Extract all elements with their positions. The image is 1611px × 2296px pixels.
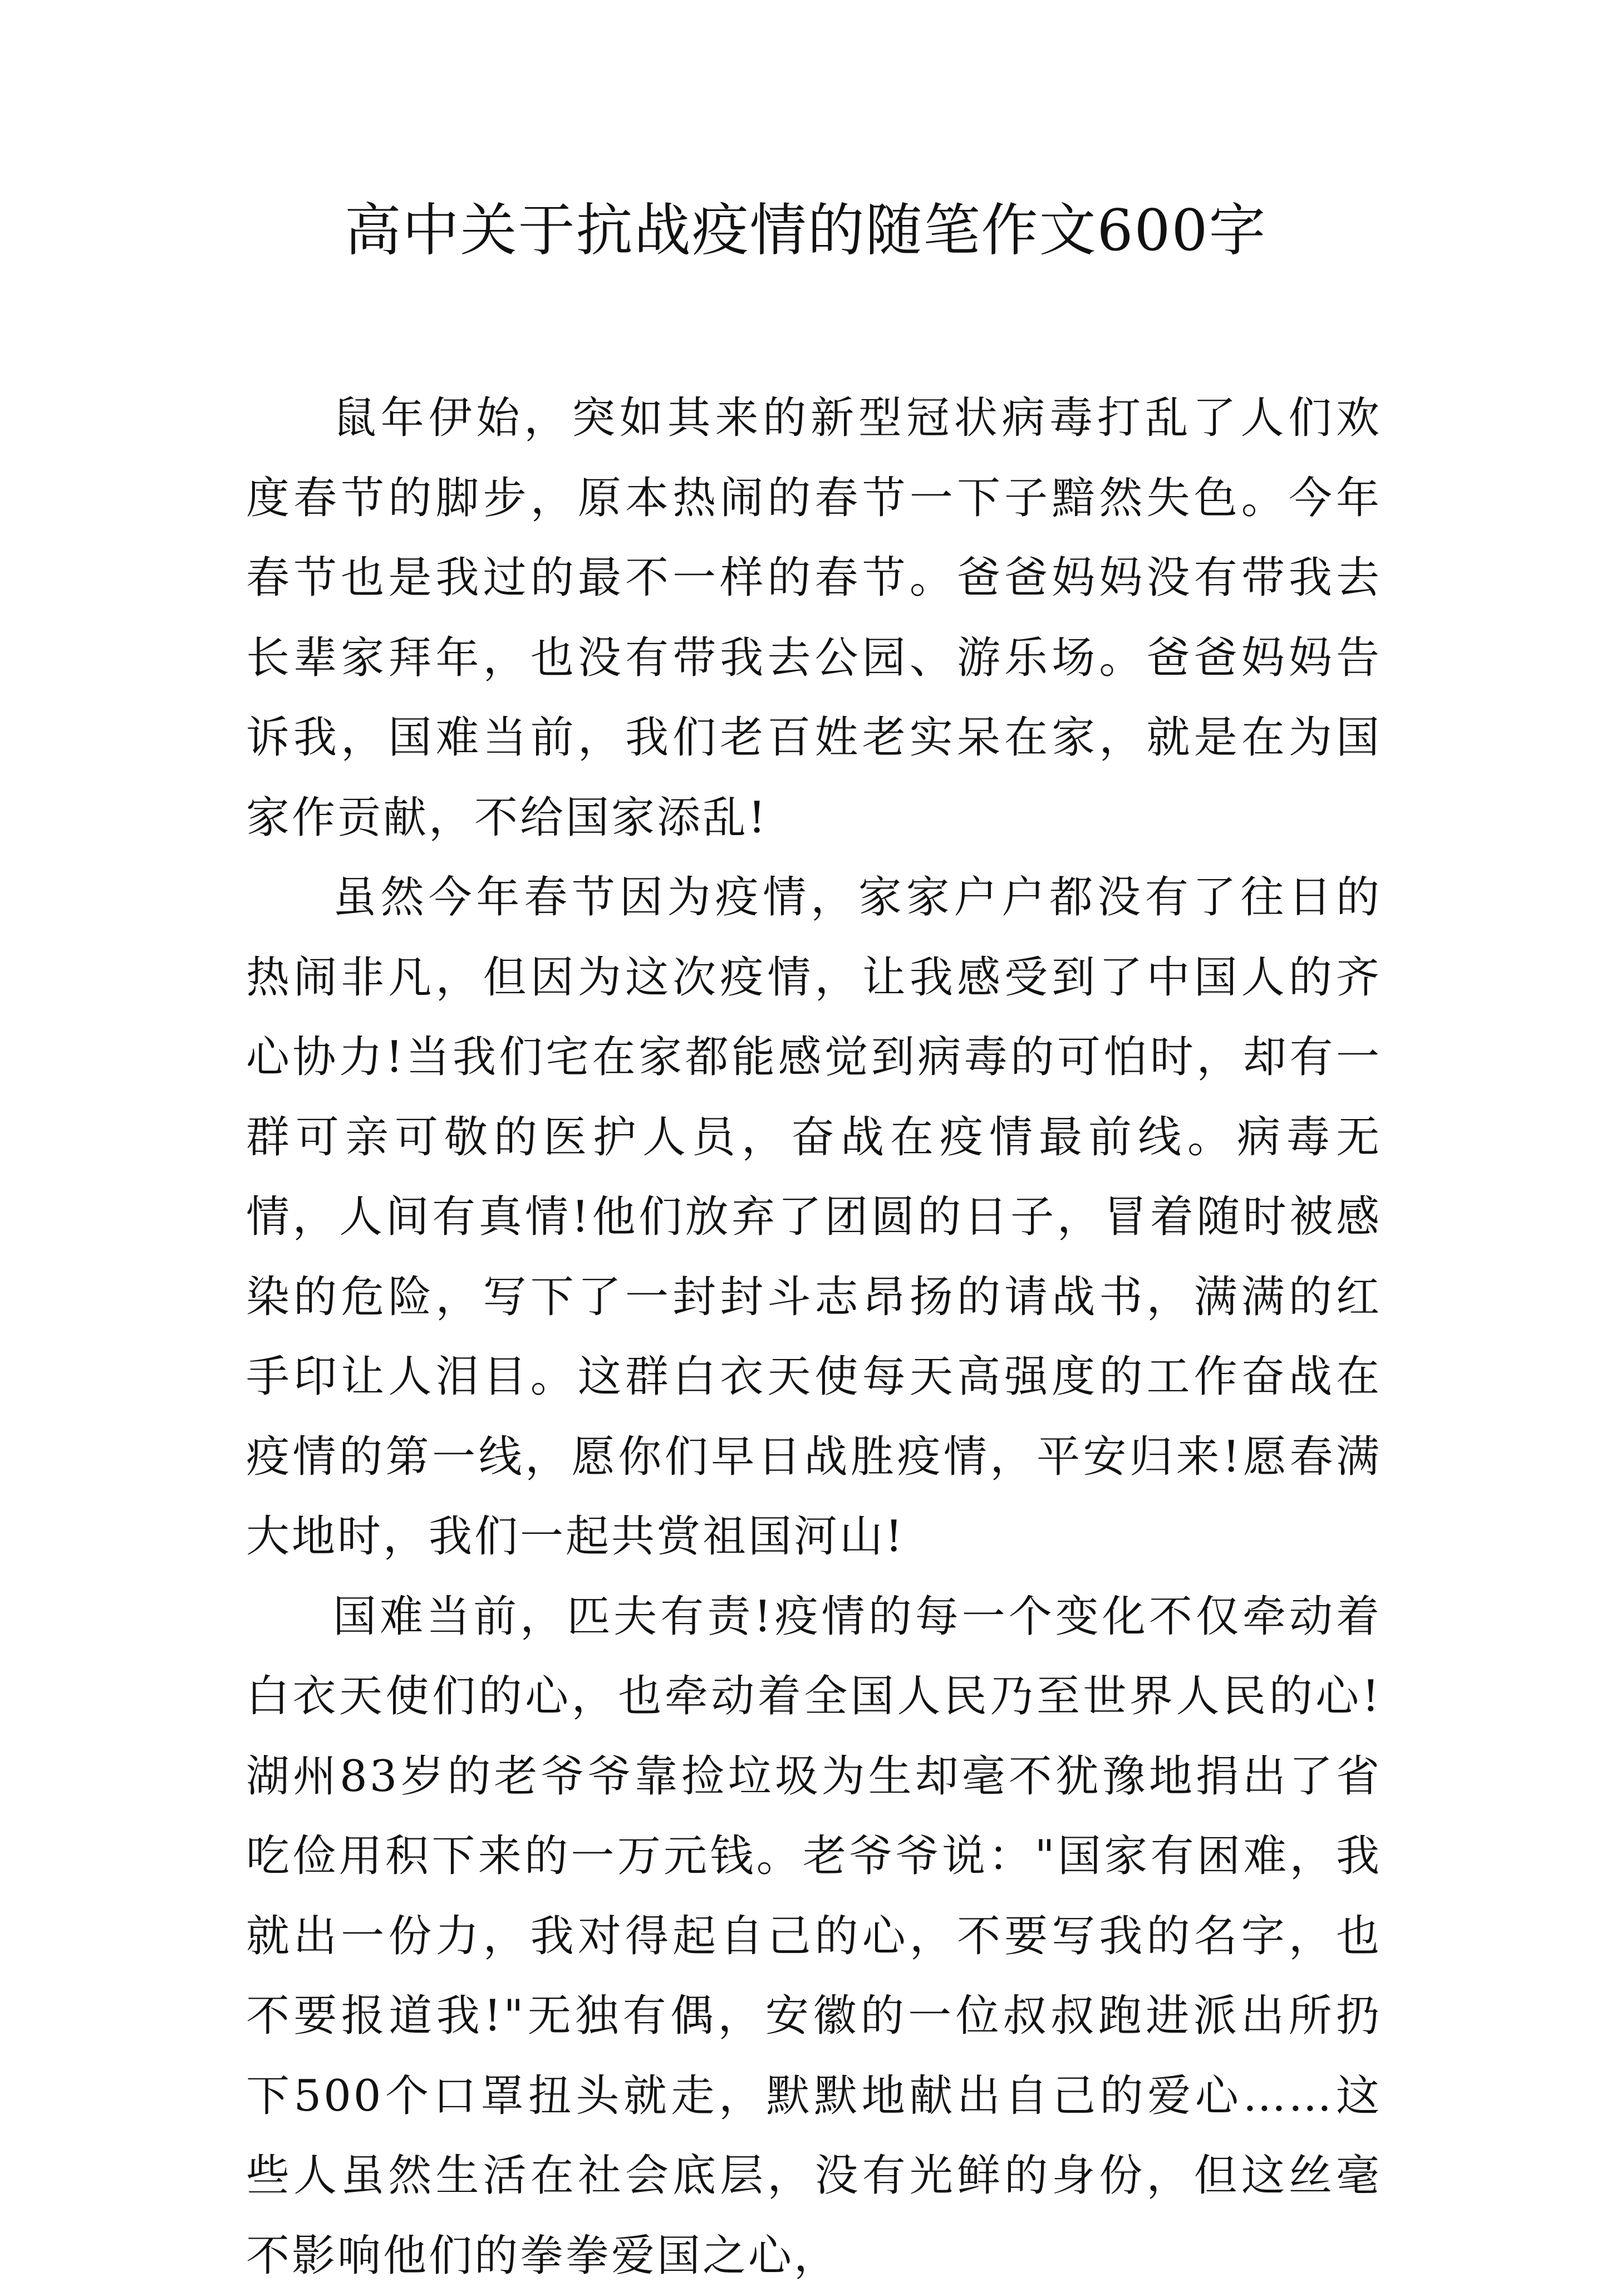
document-title: 高中关于抗战疫情的随笔作文600字 xyxy=(0,192,1611,270)
paragraph-2: 虽然今年春节因为疫情，家家户户都没有了往日的热闹非凡，但因为这次疫情，让我感受到了中国人的齐心协力!当我们宅在家都能感觉到病毒的可怕时，却有一群可亲可敬的医护人员，奋战在疫情最前线。病毒无情，人间有真情!他们放弃了团圆的日子，冒着随时被感染的危险，写下了一封封斗志昂扬的请战书，满满的红手印让人泪目。这群白衣天使每天高强度的工作奋战在疫情的第一线，愿你们早日战胜疫情，平安归来!愿春满大地时，我们一起共赏祖国河山! xyxy=(246,858,1382,1577)
document-body xyxy=(246,379,1382,2296)
paragraph-3: 国难当前，匹夫有责!疫情的每一个变化不仅牵动着白衣天使们的心，也牵动着全国人民乃至世界人民的心!湖州83岁的老爷爷靠捡垃圾为生却毫不犹豫地捐出了省吃俭用积下来的一万元钱。老爷爷说："国家有困难，我就出一份力，我对得起自己的心，不要写我的名字，也不要报道我!"无独有偶，安徽的一位叔叔跑进派出所扔下500个口罩扭头就走，默默地献出自己的爱心……这些人虽然生活在社会底层，没有光鲜的身份，但这丝毫不影响他们的拳拳爱国之心， xyxy=(246,1577,1382,2296)
paragraph-1: 鼠年伊始，突如其来的新型冠状病毒打乱了人们欢度春节的脚步，原本热闹的春节一下子黯然失色。今年春节也是我过的最不一样的春节。爸爸妈妈没有带我去长辈家拜年，也没有带我去公园、游乐场。爸爸妈妈告诉我，国难当前，我们老百姓老实呆在家，就是在为国家作贡献，不给国家添乱! xyxy=(246,379,1382,858)
